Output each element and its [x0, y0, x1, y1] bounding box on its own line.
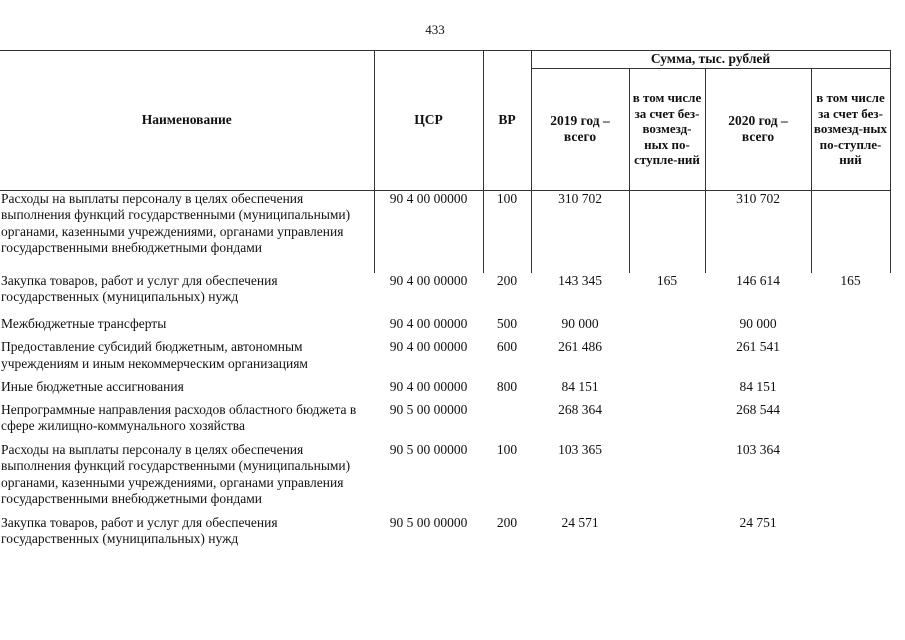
- row-2019: 24 571: [561, 514, 599, 530]
- row-2020-grant: [811, 316, 890, 340]
- row-2020: 103 364: [736, 441, 780, 457]
- row-2020-grant: [811, 402, 890, 442]
- row-vr: 200: [496, 272, 518, 288]
- row-2020: 84 151: [739, 379, 777, 394]
- table-header: [0, 51, 890, 191]
- row-2020: 261 541: [736, 339, 780, 354]
- header-2020-grant: в том числе за счет без-возмезд-ных по-ступле-ний: [811, 68, 890, 190]
- row-vr: 500: [496, 315, 518, 331]
- row-2020-grant: [811, 442, 890, 515]
- row-name: Предоставление субсидий бюджетным, автономным учреждениям и иным некоммерческим организациям: [1, 339, 308, 371]
- header-name: Наименование: [0, 51, 374, 191]
- table-row: [0, 316, 890, 340]
- header-vr: ВР: [483, 51, 531, 191]
- row-name: Непрограммные направления расходов областного бюджета в сфере жилищно-коммунального хозяйства: [1, 401, 357, 433]
- row-name: Межбюджетные трансферты: [1, 315, 167, 331]
- header-2019-total: 2019 год – всего: [531, 68, 629, 190]
- row-2019: 310 702: [531, 190, 629, 273]
- row-name: Закупка товаров, работ и услуг для обеспечения государственных (муниципальных) нужд: [1, 272, 278, 304]
- row-2019-grant: [629, 402, 705, 442]
- row-csr: 90 5 00 00000: [389, 441, 468, 457]
- row-2019: 143 345: [558, 272, 602, 288]
- row-csr: 90 4 00 00000: [374, 190, 483, 273]
- row-2019: 90 000: [561, 315, 599, 331]
- row-2020-grant: [811, 379, 890, 402]
- row-2019-grant: [629, 316, 705, 340]
- row-csr: 90 4 00 00000: [389, 272, 468, 288]
- row-vr: 100: [496, 441, 518, 457]
- row-2020-grant: 165: [840, 272, 861, 288]
- row-name: Закупка товаров, работ и услуг для обеспечения государственных (муниципальных) нужд: [1, 514, 278, 546]
- row-2020: 90 000: [739, 315, 777, 331]
- row-2019-grant: [629, 442, 705, 515]
- row-csr: 90 5 00 00000: [389, 401, 468, 417]
- row-2020-grant: [811, 515, 890, 548]
- row-2019-grant: 165: [656, 272, 678, 288]
- row-2019: 84 151: [561, 379, 599, 394]
- row-csr: 90 4 00 00000: [389, 379, 468, 394]
- row-name: Расходы на выплаты персоналу в целях обеспечения выполнения функций государственными (муниципальными) органами, казенными учреждениями, органами управления государственными внебюджетными фондами: [1, 190, 351, 255]
- row-name: Расходы на выплаты персоналу в целях обеспечения выполнения функций государственными (муниципальными) органами, казенными учреждениями, органами управления государственными внебюджетными фондами: [1, 441, 351, 506]
- row-csr: 90 4 00 00000: [389, 339, 468, 354]
- header-2019-grant: в том числе за счет без-возмезд-ных по-ступле-ний: [629, 68, 705, 190]
- row-name: Иные бюджетные ассигнования: [1, 379, 184, 394]
- row-2019: 268 364: [558, 401, 602, 417]
- row-2020: 24 751: [739, 514, 777, 530]
- table-row: [0, 190, 890, 273]
- table-row: [0, 515, 890, 548]
- budget-table: [0, 50, 891, 548]
- row-2019-grant: [629, 190, 705, 273]
- row-vr: 100: [483, 190, 531, 273]
- table-body: [0, 190, 890, 548]
- header-2020-total: 2020 год – всего: [705, 68, 811, 190]
- row-2019-grant: [629, 379, 705, 402]
- table-row: [0, 402, 890, 442]
- row-vr: [483, 402, 531, 442]
- row-2020: 268 544: [736, 401, 780, 417]
- row-vr: 200: [496, 514, 518, 530]
- table-row: [0, 379, 890, 402]
- table-row: [0, 273, 890, 316]
- table-row: [0, 442, 890, 515]
- row-2020-grant: [811, 190, 890, 273]
- row-2019: 261 486: [558, 339, 602, 354]
- row-2020: 146 614: [736, 272, 780, 288]
- header-csr: ЦСР: [374, 51, 483, 191]
- row-csr: 90 5 00 00000: [389, 514, 468, 530]
- row-2019-grant: [629, 515, 705, 548]
- row-csr: 90 4 00 00000: [389, 315, 468, 331]
- row-2020-grant: [811, 339, 890, 379]
- table-row: [0, 339, 890, 379]
- header-sum-group: Сумма, тыс. рублей: [531, 51, 890, 69]
- row-2019-grant: [629, 339, 705, 379]
- row-vr: 600: [496, 339, 518, 354]
- page-number: 433: [425, 22, 445, 37]
- row-2020: 310 702: [705, 190, 811, 273]
- row-vr: 800: [496, 379, 518, 394]
- row-2019: 103 365: [558, 441, 602, 457]
